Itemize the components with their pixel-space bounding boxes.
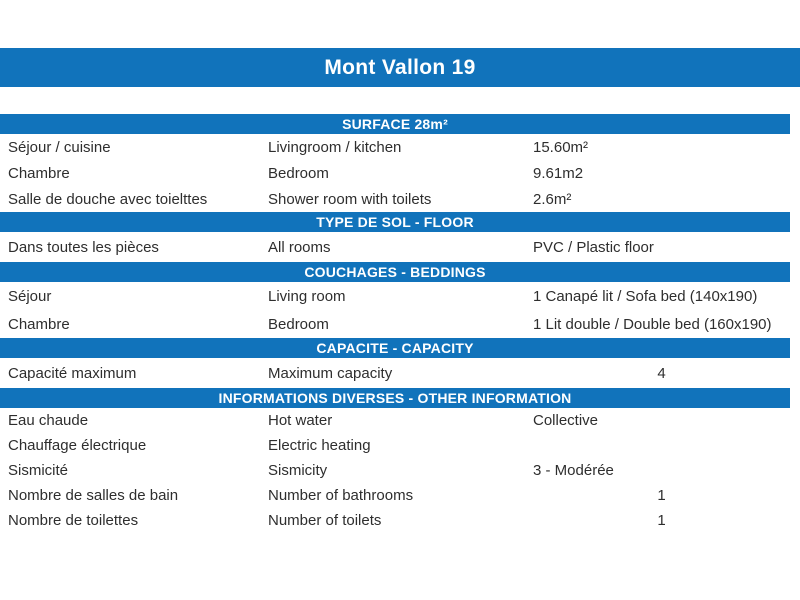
- section-header: SURFACE 28m²: [0, 114, 790, 134]
- row-label-fr: Nombre de toilettes: [8, 512, 139, 529]
- row-label-fr: Nombre de salles de bain: [8, 487, 179, 504]
- property-info-table: [0, 114, 790, 533]
- row-value: 3 - Modérée: [533, 462, 614, 479]
- row-label-fr: Sismicité: [8, 462, 69, 479]
- row-label-fr: Chauffage électrique: [8, 437, 147, 454]
- section: [0, 114, 790, 212]
- table-row: [0, 232, 790, 262]
- section-header: COUCHAGES - BEDDINGS: [0, 262, 790, 282]
- row-label-en: Electric heating: [268, 437, 371, 454]
- table-row: [0, 282, 790, 310]
- section: [0, 262, 790, 338]
- row-label-fr: Chambre: [8, 315, 70, 333]
- section: [0, 212, 790, 262]
- table-row: [0, 433, 790, 458]
- table-row: [0, 508, 790, 533]
- row-value: 1: [657, 512, 666, 529]
- property-info-page: [0, 48, 800, 600]
- row-label-fr: Dans toutes les pièces: [8, 238, 159, 256]
- row-label-en: Maximum capacity: [268, 364, 393, 382]
- row-label-en: Livingroom / kitchen: [268, 138, 402, 156]
- row-value: Collective: [533, 412, 599, 429]
- table-row: [0, 160, 790, 186]
- row-label-fr: Capacité maximum: [8, 364, 137, 382]
- table-row: [0, 186, 790, 212]
- section: [0, 338, 790, 388]
- row-label-en: Sismicity: [268, 462, 328, 479]
- row-value: 1 Lit double / Double bed (160x190): [533, 315, 772, 333]
- row-label-en: Living room: [268, 287, 346, 305]
- row-label-en: Number of bathrooms: [268, 487, 414, 504]
- row-label-en: Number of toilets: [268, 512, 382, 529]
- row-label-fr: Salle de douche avec toielttes: [8, 190, 208, 208]
- row-label-en: Bedroom: [268, 315, 329, 333]
- table-row: [0, 134, 790, 160]
- table-row: [0, 310, 790, 338]
- title-bar: [0, 48, 800, 87]
- table-row: [0, 483, 790, 508]
- row-label-en: Shower room with toilets: [268, 190, 432, 208]
- row-label-fr: Chambre: [8, 164, 70, 182]
- row-label-en: Hot water: [268, 412, 333, 429]
- row-value: 2.6m²: [533, 190, 572, 208]
- row-label-fr: Séjour / cuisine: [8, 138, 111, 156]
- row-value: PVC / Plastic floor: [533, 238, 654, 256]
- row-label-en: All rooms: [268, 238, 331, 256]
- page-title: Mont Vallon 19: [324, 55, 476, 79]
- table-row: [0, 408, 790, 433]
- row-value: 9.61m2: [533, 164, 584, 182]
- row-value: 1: [657, 487, 666, 504]
- row-value: 15.60m²: [533, 138, 589, 156]
- section-header: INFORMATIONS DIVERSES - OTHER INFORMATION: [0, 388, 790, 408]
- table-row: [0, 458, 790, 483]
- row-label-en: Bedroom: [268, 164, 329, 182]
- row-label-fr: Eau chaude: [8, 412, 89, 429]
- table-row: [0, 358, 790, 388]
- row-label-fr: Séjour: [8, 287, 52, 305]
- section-header: CAPACITE - CAPACITY: [0, 338, 790, 358]
- section-header: TYPE DE SOL - FLOOR: [0, 212, 790, 232]
- section: [0, 388, 790, 533]
- row-value: 4: [657, 364, 666, 382]
- row-value: 1 Canapé lit / Sofa bed (140x190): [533, 287, 758, 305]
